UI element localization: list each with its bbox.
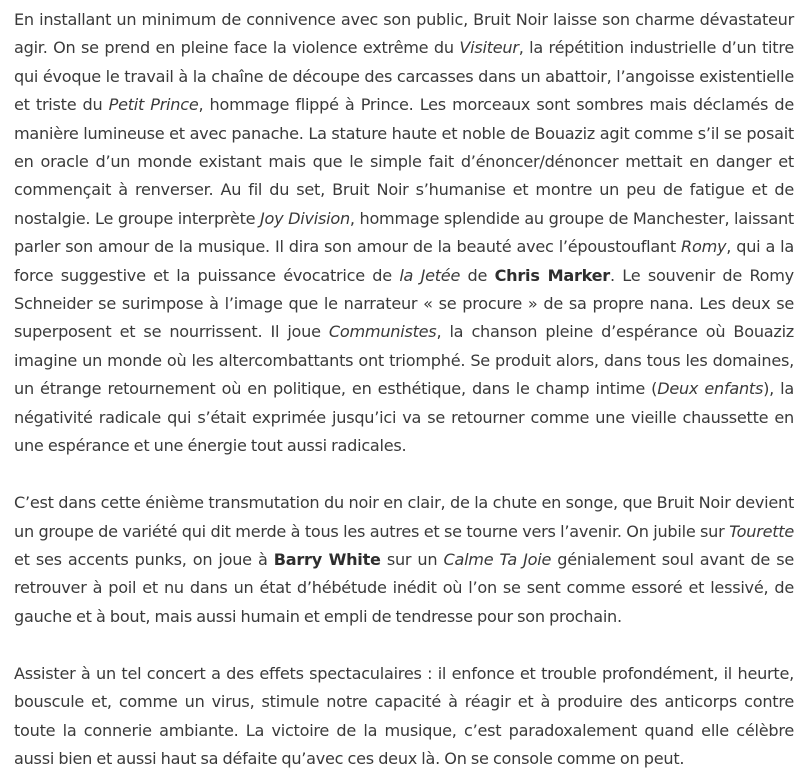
text-segment: , qui a la force suggestive et la puissance évocatrice de — [14, 237, 795, 285]
text-segment: et ses accents punks, on joue à — [14, 549, 274, 569]
text-segment: , hommage splendide au groupe de Manchester, laissant parler son amour de la musique. Il dira son amour de la beauté avec l’époustouflant — [14, 208, 794, 257]
text-segment: sur un — [380, 549, 444, 569]
text-segment: , hommage flippé à Prince. Les morceaux sont sombres mais déclamés de manière lumineuse et avec panache. La stature haute et noble de Bouaziz agit comme s’il se posait en oracle d’un monde existant mais que le simple fait d’énoncer/dénoncer mettait en danger et commençait à renverser. Au fil du set, Bruit Noir s’humanise et montre un peu de fatigue et de nostalgie. Le groupe interprète — [14, 95, 794, 228]
text-segment: Assister à un tel concert a des effets spectaculaires : il enfonce et trouble profondément, il heurte, bouscule et, comme un virus, stimule notre capacité à réagir et à produire des anticorps contre toute la connerie ambiante. La victoire de la musique, c’est paradoxalement quand elle célèbre aussi bien et aussi haut sa défaite qu’avec ces deux là. On se console comme on peut. — [14, 663, 794, 768]
paragraph-2 — [14, 489, 794, 631]
text-segment: C’est dans cette énième transmutation du noir en clair, de la chute en songe, que Bruit Noir devient un groupe de variété qui dit merde à tous les autres et se tourne vers l’avenir. On jubile sur — [14, 493, 794, 541]
song-title-visiteur: Visiteur — [459, 38, 519, 58]
song-title-petit-prince: Petit Prince — [108, 95, 199, 115]
film-title-la-jetee: la Jetée — [399, 265, 461, 285]
article-body — [14, 6, 794, 773]
name-barry-white: Barry White — [273, 549, 381, 569]
text-segment: , la chanson pleine d’espérance où Bouaziz imagine un monde où les altercombattants ont triomphé. Se produit alors, dans tous les domaines, un étrange retournement où en politique, en esthétique, dans le champ intime ( — [14, 322, 794, 399]
text-segment: . Le souvenir de Romy Schneider se surimpose à l’image que le narrateur « se procure » de sa propre nana. Les deux se superposent et se nourrissent. Il joue — [14, 265, 794, 342]
song-title-communistes: Communistes — [328, 322, 437, 342]
text-segment: , la répétition industrielle d’un titre qui évoque le travail à la chaîne de découpe des carcasses dans un abattoir, l’angoisse existentielle et triste du — [14, 38, 794, 115]
song-title-tourette: Tourette — [729, 521, 794, 541]
text-segment: ), la négativité radicale qui s’était exprimée jusqu’ici va se retourner comme une vieille chaussette en une espérance et une énergie tout aussi radicales. — [14, 379, 794, 456]
paragraph-3 — [14, 660, 794, 774]
text-segment: génialement soul avant de se retrouver à poil et nu dans un état d’hébétude inédit où l’on se sent comme essoré et lessivé, de gauche et à bout, mais aussi humain et empli de tendresse pour son prochain. — [14, 549, 794, 626]
song-title-deux-enfants: Deux enfants — [657, 379, 764, 399]
song-title-joy-division: Joy Division — [260, 208, 350, 228]
text-segment: de — [460, 265, 495, 285]
name-chris-marker: Chris Marker — [494, 265, 610, 285]
paragraph-1 — [14, 6, 794, 461]
song-title-romy: Romy — [681, 237, 727, 257]
text-segment: En installant un minimum de connivence avec son public, Bruit Noir laisse son charme dévastateur agir. On se prend en pleine face la violence extrême du — [14, 10, 794, 58]
song-title-calme-ta-joie: Calme Ta Joie — [443, 549, 552, 569]
